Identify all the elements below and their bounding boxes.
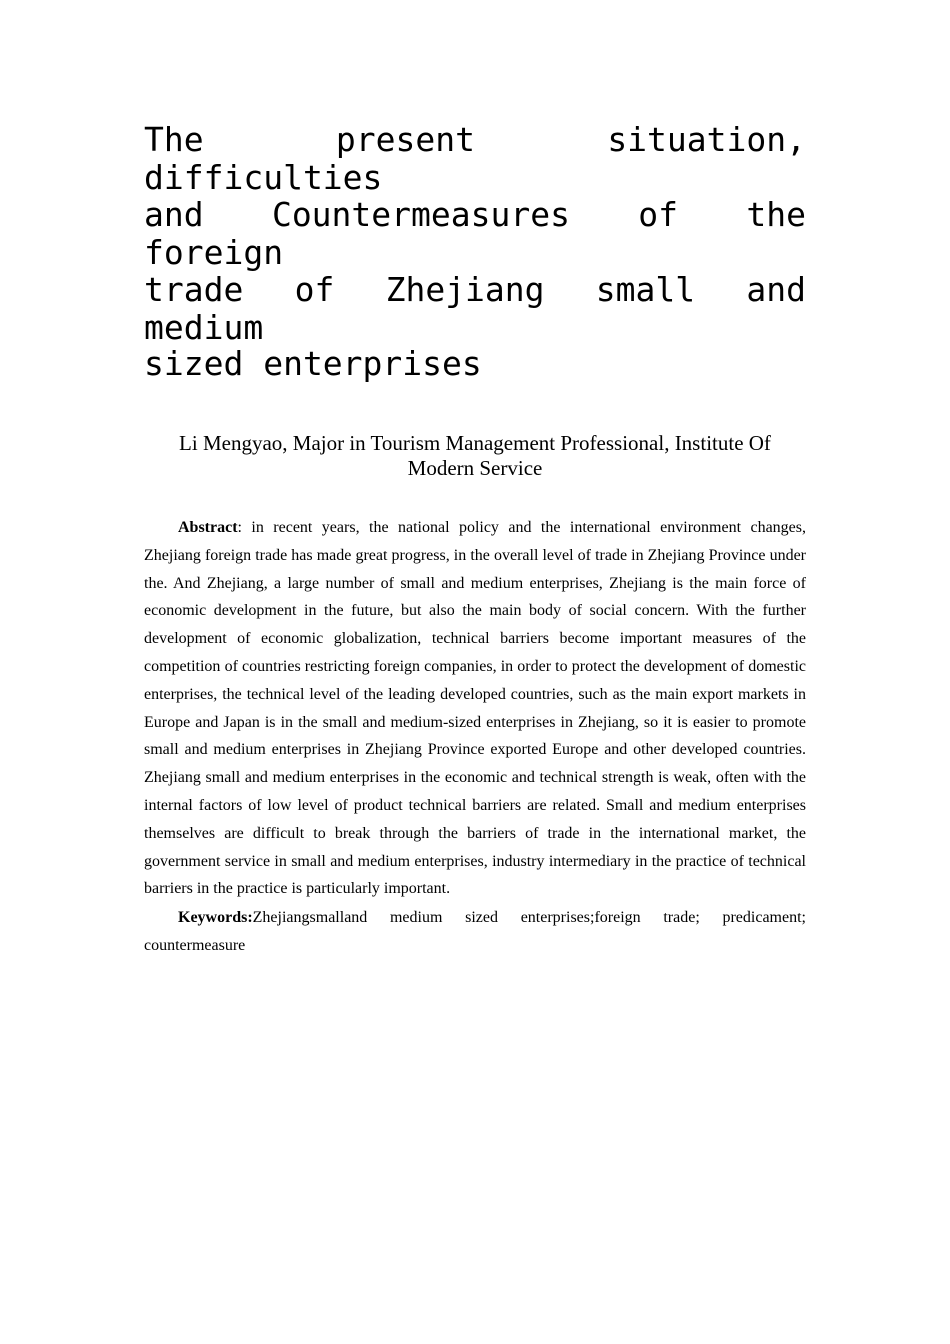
keywords-text: Zhejiangsmalland medium sized enterprises;foreign trade; predicament; countermeasure bbox=[144, 909, 806, 954]
paper-title-line-1: The present situation, difficulties bbox=[144, 120, 806, 197]
keywords-paragraph bbox=[144, 904, 806, 960]
keywords-label: Keywords: bbox=[178, 909, 253, 926]
author-line-2: Modern Service bbox=[407, 456, 543, 480]
author-line-1: Li Mengyao, Major in Tourism Management Professional, Institute Of bbox=[179, 431, 771, 455]
abstract-text: : in recent years, the national policy and the international environment changes, Zhejiang foreign trade has made great progress, in the overall level of trade in Zhejiang Province under the. And Zhejiang, a large number of small and medium enterprises, Zhejiang is the main force of economic development in the future, but also the main body of social concern. With the further development of economic globalization, technical barriers become important measures of the competition of countries restricting foreign companies, in order to protect the development of domestic enterprises, the technical level of the leading developed countries, such as the main export markets in Europe and Japan is in the small and medium-sized enterprises in Zhejiang, so it is easier to promote small and medium enterprises in Zhejiang Province exported Europe and other developed countries. Zhejiang small and medium enterprises in the economic and technical strength is weak, often with the internal factors of low level of product technical barriers are related. Small and medium enterprises themselves are difficult to break through the barriers of trade in the international market, the government service in small and medium enterprises, industry intermediary in the practice of technical barriers in the practice is particularly important. bbox=[144, 519, 806, 898]
paper-title-line-4: sized enterprises bbox=[144, 344, 482, 383]
author-affiliation bbox=[144, 431, 806, 481]
paper-title-line-2: and Countermeasures of the foreign bbox=[144, 195, 806, 272]
abstract-label: Abstract bbox=[178, 519, 238, 536]
abstract-paragraph bbox=[144, 514, 806, 903]
paper-title-line-3: trade of Zhejiang small and medium bbox=[144, 270, 806, 347]
